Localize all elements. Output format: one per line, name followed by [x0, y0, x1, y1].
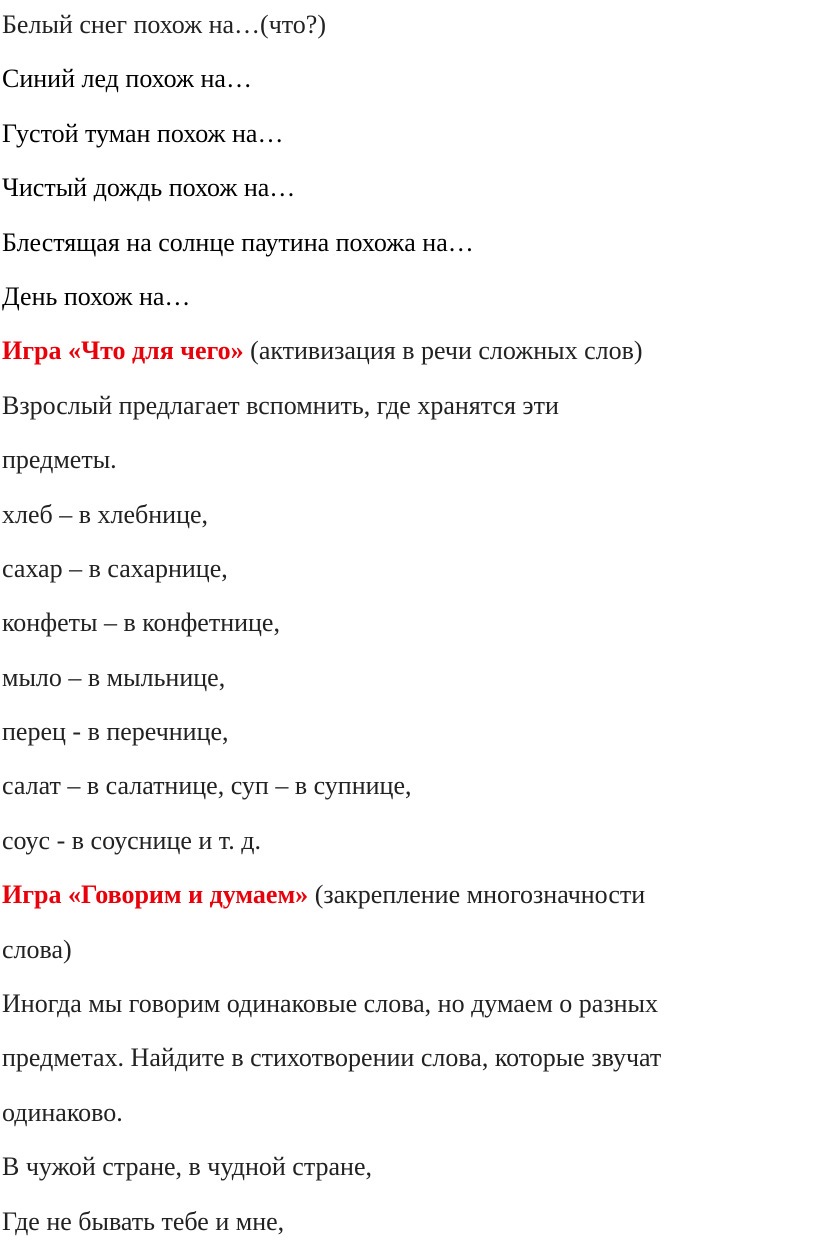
text-line: Иногда мы говорим одинаковые слова, но думаем о разных	[2, 989, 658, 1019]
text-line: предметах. Найдите в стихотворении слова, которые звучат	[2, 1043, 662, 1073]
text-line: одинаково.	[2, 1097, 123, 1127]
text-line: Блестящая на солнце паутина похожа на…	[2, 227, 474, 257]
text-line: салат – в салатнице, суп – в супнице,	[2, 771, 412, 801]
text-line: Густой туман похож на…	[2, 118, 284, 148]
text-line: День похож на…	[2, 281, 191, 311]
text-line: Белый снег похож на…(что?)	[2, 10, 326, 39]
poem-line: В чужой стране, в чудной стране,	[2, 1152, 373, 1182]
game-note: (активизация в речи сложных слов)	[243, 336, 643, 366]
text-line: соус - в соуснице и т. д.	[2, 825, 261, 855]
game-heading-speak-and-think	[2, 878, 816, 932]
game-title: Игра «Говорим и думаем»	[2, 880, 309, 910]
text-line: Синий лед похож на…	[2, 64, 252, 94]
text-line: конфеты – в конфетнице,	[2, 608, 280, 638]
text-line: Взрослый предлагает вспомнить, где хранятся эти	[2, 390, 559, 420]
text-line: предметы.	[2, 445, 117, 475]
text-line: сахар – в сахарнице,	[2, 553, 228, 583]
game-heading-what-for-what	[2, 334, 816, 388]
game-title: Игра «Что для чего»	[2, 336, 244, 366]
text-line: Чистый дождь похож на…	[2, 173, 296, 203]
poem-line: Где не бывать тебе и мне,	[2, 1206, 285, 1236]
text-line: хлеб – в хлебнице,	[2, 499, 209, 529]
text-line: перец - в перечнице,	[2, 717, 229, 747]
text-line: слова)	[2, 934, 72, 964]
text-line: мыло – в мыльнице,	[2, 662, 226, 692]
game-note: (закрепление многозначности	[308, 880, 646, 910]
